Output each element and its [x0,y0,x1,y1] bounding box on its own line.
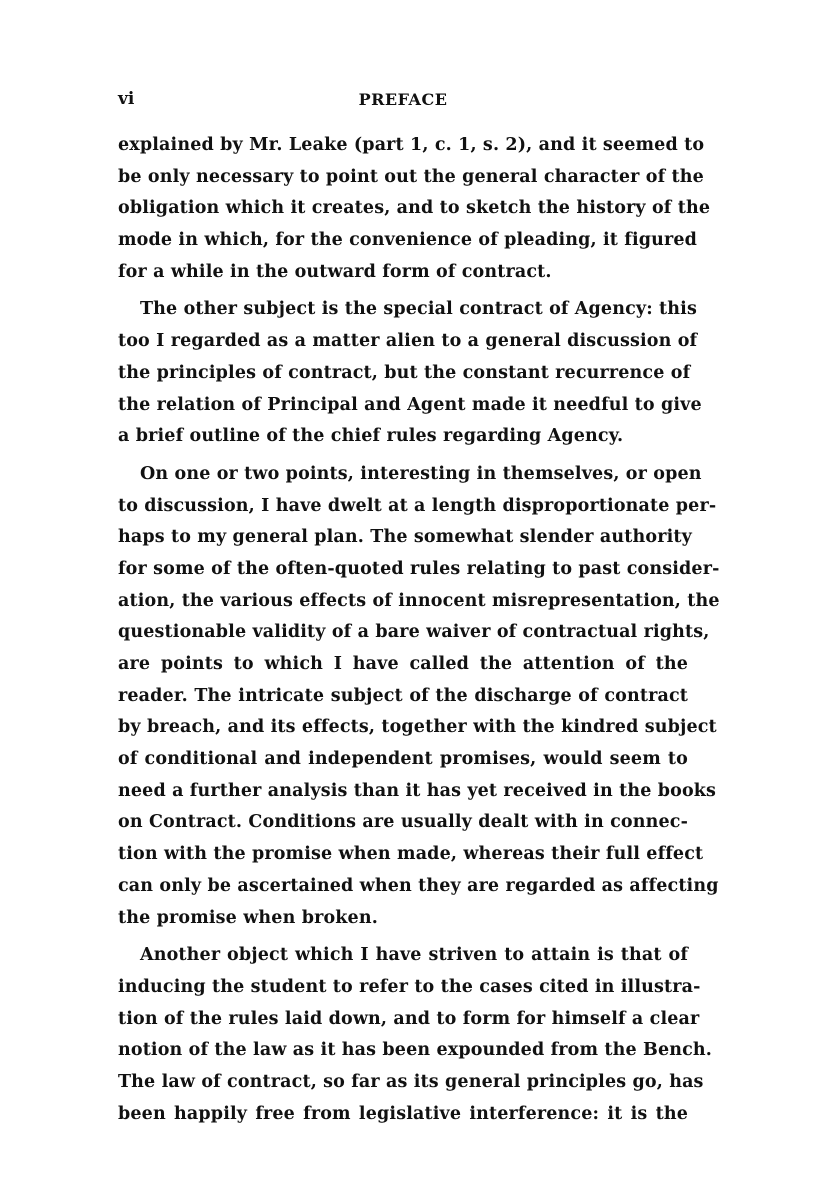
text-line: reader. The intricate subject of the discharge of contract [118,685,688,706]
text-line: explained by Mr. Leake (part 1, c. 1, s. 2), and it seemed to [118,135,705,155]
paragraph [118,459,720,934]
text-line: on Contract. Conditions are usually dealt with in connec- [118,812,688,833]
text-line: to discussion, I have dwelt at a length disproportionate per- [118,495,717,516]
text-line: need a further analysis than it has yet received in the books [118,780,717,801]
text-line: the principles of contract, but the constant recurrence of [118,362,691,383]
paragraph [118,294,702,452]
text-line: ation, the various effects of innocent misrepresentation, the [118,590,720,611]
text-line: inducing the student to refer to the cases cited in illustra- [118,976,701,997]
text-line: of conditional and independent promises, would seem to [118,749,688,770]
text-line: Another object which I have striven to attain is that of [140,945,688,966]
text-line: for some of the often-quoted rules relating to past consider- [118,558,720,579]
text-line: mode in which, for the convenience of pleading, it figured [118,230,698,251]
text-line: questionable validity of a bare waiver of contractual rights, [118,622,710,643]
text-line: The other subject is the special contract of Agency: this [140,299,697,320]
paragraph [118,130,711,288]
text-line: for a while in the outward form of contract. [118,261,552,282]
text-line: a brief outline of the chief rules regarding Agency. [118,426,624,447]
text-line: been happily free from legislative interference: it is the [118,1103,688,1124]
running-head: PREFACE [358,90,448,109]
text-line: too I regarded as a matter alien to a general discussion of [118,331,698,352]
text-line: The law of contract, so far as its general principles go, has [118,1071,704,1092]
page-number: vi [118,89,135,109]
text-line: the relation of Principal and Agent made it needful to give [118,394,702,415]
text-line: are points to which I have called the attention of the [118,654,688,674]
text-line: haps to my general plan. The somewhat slender authority [118,527,692,548]
text-line: obligation which it creates, and to sketch the history of the [118,198,711,219]
text-line: the promise when broken. [118,907,378,928]
body-text [118,130,720,1136]
text-line: On one or two points, interesting in themselves, or open [140,463,702,484]
text-line: can only be ascertained when they are regarded as affecting [118,875,719,896]
text-line: tion of the rules laid down, and to form for himself a clear [118,1008,700,1029]
text-line: tion with the promise when made, whereas their full effect [118,844,704,865]
page-header [118,86,688,116]
paragraph [118,940,713,1130]
text-line: by breach, and its effects, together with the kindred subject [118,717,717,738]
text-line: be only necessary to point out the general character of the [118,166,704,187]
text-line: notion of the law as it has been expounded from the Bench. [118,1040,713,1061]
